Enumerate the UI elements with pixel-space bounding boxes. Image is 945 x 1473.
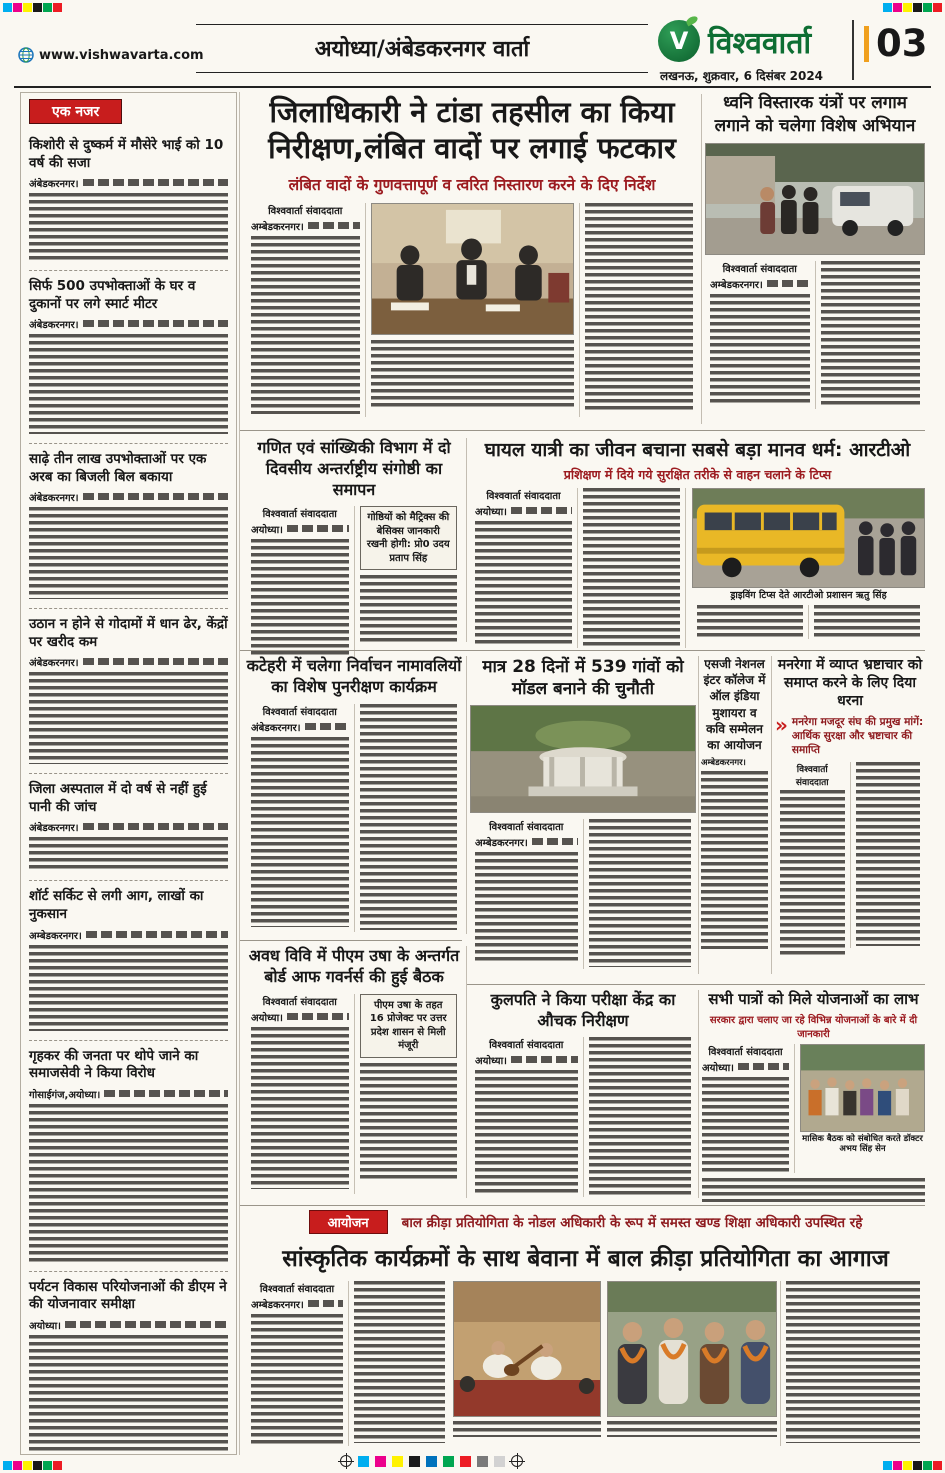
globe-icon [18,47,34,63]
article-headline: कटेहरी में चलेगा निर्वाचन नामावलियों का विशेष पुनरीक्षण कार्यक्रम [246,656,462,696]
kicker: बाल क्रीड़ा प्रतियोगिता के नोडल अधिकारी के रूप में समस्त खण्ड शिक्षा अधिकारी उपस्थित रहे [401,1215,863,1231]
body-text [475,521,572,645]
text-fill [511,1056,578,1063]
pm-usha-article [246,946,462,1194]
text-column [246,203,365,417]
body-text [251,236,360,414]
text-column [577,488,685,648]
paragraph-lead: अम्बेडकरनगर। [710,277,810,291]
paragraph-lead: गोसाईगंज,अयोध्या। [29,1087,228,1101]
body-text [360,575,458,645]
text-column [579,203,699,417]
body-text [251,737,349,927]
text-fill [83,823,228,830]
divider [466,656,467,934]
byline: विश्ववार्ता संवाददाता [262,706,337,718]
photo-illustration [693,489,924,587]
photo-illustration [471,706,695,812]
leaf-icon [685,15,699,27]
photo-caption: मासिक बैठक को संबोधित करते डॉक्टर अभय सिंह सेन [802,1133,923,1155]
body-text [710,294,810,406]
article-headline: अवध विवि में पीएम उषा के अन्तर्गत बोर्ड आफ गवर्नर्स की हुई बैठक [248,946,460,986]
text-column [246,1281,348,1446]
body-text [701,771,768,949]
body-text [29,507,228,599]
text-column [780,1281,925,1446]
body-text [697,605,803,637]
photo-column [365,203,579,417]
exam-inspection-article [470,990,696,1197]
sports-meet-article [246,1210,925,1446]
byline: विश्ववार्ता संवाददाता [268,205,343,217]
cmyk-marks-top-left [3,3,62,12]
body-text [589,1037,692,1195]
body-text [29,837,228,871]
paragraph-lead: अम्बेडकरनगर। [701,758,746,769]
byline: विश्ववार्ता संवाददाता [262,509,337,521]
divider [240,650,925,651]
paragraph-lead: अंबेडकरनगर। [29,490,228,504]
sidebar-item-title: उठान न होने से गोदामों में धान ढेर, केंद्रों पर खरीद कम [29,616,228,650]
lead-subhead: लंबित वादों के गुणवत्तापूर्ण व त्वरित निस्तारण करने के दिए निर्देश [288,175,656,194]
schemes-photo [800,1044,925,1132]
divider [240,1205,925,1206]
photo-column [794,1044,925,1173]
pull-note: पीएम उषा के तहत 16 प्रोजेक्ट पर उत्तर प्रदेश शासन से मिली मंजूरी [360,994,458,1058]
divider [852,20,854,80]
article-headline: एसजी नेशनल इंटर कॉलेज में ऑल इंडिया मुशायरा व कवि सम्मेलन का आयोजन [703,657,766,752]
article-headline: गणित एवं सांख्यिकी विभाग में दो दिवसीय अन्तर्राष्ट्रीय संगोष्ठी का समापन [257,438,451,499]
body-text [585,203,694,411]
text-fill [287,525,349,532]
divider [466,946,467,1198]
sports-garland-photo [607,1281,777,1417]
paragraph-lead: अम्बेडकरनगर। [251,1297,343,1311]
photo-column [685,488,925,648]
byline: विश्ववार्ता संवाददाता [489,822,564,834]
divider [240,430,925,431]
article-headline: सभी पात्रों को मिले योजनाओं का लाभ [708,990,919,1008]
text-fill [308,1300,343,1307]
body-text [29,193,228,261]
paragraph-lead: अयोध्या। [251,522,349,536]
text-column [348,1281,450,1446]
pull-quote: » मनरेगा मजदूर संघ की प्रमुख मांगें: आर्थिक सुरक्षा और भ्रष्टाचार की समाप्ति [775,712,924,756]
masthead-rule [14,86,931,88]
page-number [864,22,928,65]
katehri-article [246,656,462,932]
sidebar-item [29,130,228,271]
text-column [354,506,463,658]
body-text [814,605,920,637]
photo-caption: ड्राइविंग टिप्स देते आरटीओ प्रशासन ऋतु सिंह [730,589,887,601]
page-number-value: 03 [876,22,928,65]
lead-article [246,94,698,417]
text-fill [308,222,360,229]
article-subhead: प्रशिक्षण में दिये गये सुरक्षित तरीके से वाहन चलाने के टिप्स [563,466,832,482]
model-villages-photo [470,705,696,813]
byline: विश्ववार्ता संवाददाता [489,1039,564,1051]
registration-strip [340,1455,523,1467]
pull-note: गोष्ठियों को मैट्रिक्स की बेसिक्स जानकारी रखनी होगी: प्रो0 उदय प्रताप सिंह [360,506,458,570]
section-masthead [196,24,648,73]
mnrega-article [775,656,925,948]
byline: विश्ववार्ता संवाददाता [259,1284,335,1295]
divider [466,984,925,985]
body-text [821,261,921,407]
brand-name: विश्ववार्ता [708,25,812,61]
section-title: अयोध्या/अंबेडकरनगर वार्ता [314,37,530,62]
text-fill [83,320,228,327]
text-fill [104,1090,228,1097]
rto-article [470,438,925,648]
paragraph-lead: अम्बेडकरनगर। [251,219,360,233]
body-text [29,334,228,434]
byline: विश्ववार्ता संवाददाता [262,996,337,1008]
sidebar-item [29,444,228,609]
text-fill [83,179,228,186]
page-number-accent [864,26,869,62]
paragraph-lead: अंबेडकरनगर। [29,820,228,834]
article-body [246,1281,925,1446]
article-subhead: सरकार द्वारा चलाए जा रहे विभिन्न योजनाओं के बारे में दी जानकारी [709,1014,918,1040]
body-text [29,945,228,1031]
divider [698,656,699,974]
article-headline: घायल यात्री का जीवन बचाना सबसे बड़ा मानव धर्म: आरटीओ [484,439,911,461]
byline: विश्ववार्ता संवाददाता [795,765,829,789]
model-villages-article [470,656,696,969]
photo-caption-text [607,1421,777,1437]
body-text [475,1070,578,1194]
text-fill [767,280,810,287]
math-seminar-article [246,438,462,658]
body-text [702,1178,925,1202]
paragraph-lead: अंबेडकरनगर। [29,176,228,190]
text-fill [738,1063,789,1070]
text-column [702,1044,794,1173]
sidebar-item [29,774,228,881]
sidebar-ek-nazar [20,92,237,1455]
body-text [360,1063,458,1179]
body-text [583,488,680,646]
article-headline: ध्वनि विस्तारक यंत्रों पर लगाम लगाने को चलेगा विशेष अभियान [714,93,916,136]
text-fill [511,507,572,514]
sidebar-item [29,881,228,1040]
text-column [583,1037,697,1197]
sidebar-item [29,1041,228,1272]
sidebar-item-title: साढ़े तीन लाख उपभोक्ताओं पर एक अरब का बिजली बिल बकाया [29,451,207,485]
divider [240,940,462,941]
loudspeaker-photo [705,143,925,255]
brand-initial: V [669,27,689,55]
sidebar-item-title: सिर्फ 500 उपभोक्ताओं के घर व दुकानों पर लगे स्मार्ट मीटर [29,278,196,312]
sidebar-item-title: शॉर्ट सर्किट से लगी आग, लाखों का नुकसान [29,888,204,923]
sports-performance-photo [453,1281,601,1417]
text-column [775,762,850,948]
text-column [246,704,354,932]
divider [466,438,467,642]
cmyk-marks-bottom-right [883,1461,942,1470]
text-column [692,605,808,639]
sidebar-item-title: गृहकर की जनता पर थोपे जाने का समाजसेवी ने किया विरोध [29,1047,199,1082]
paragraph-lead: अंबेडकरनगर। [251,720,349,734]
divider [698,990,699,1198]
text-column [246,994,354,1194]
paragraph-lead: अम्बेडकरनगर। [475,835,578,849]
cmyk-marks-bottom-left [3,1461,62,1470]
sidebar-item-title: किशोरी से दुष्कर्म में मौसेरे भाई को 10 वर्ष की सजा [29,137,224,171]
sidebar-item-title: पर्यटन विकास परियोजनाओं की डीएम ने की योजनावार समीक्षा [29,1278,227,1313]
photo-illustration [454,1282,600,1416]
byline: विश्ववार्ता संवाददाता [708,1046,783,1058]
text-column [583,819,697,969]
brand-logo [658,20,811,62]
body-text [856,762,921,946]
text-column [850,762,926,948]
sidebar-item [29,1272,228,1455]
website-url: www.vishwavarta.com [39,47,204,63]
paragraph-lead: अयोध्या। [251,1010,349,1024]
brand-mark-icon [658,20,700,62]
text-column [705,261,815,409]
divider [771,656,772,974]
photo-caption-text [453,1421,601,1437]
article-headline: कुलपति ने किया परीक्षा केंद्र का औचक निरीक्षण [490,990,676,1030]
text-column [354,994,463,1194]
divider [239,92,240,1455]
schemes-article [702,990,925,1202]
body-text [251,1027,349,1189]
text-column [246,506,354,658]
text-column [354,704,463,932]
text-column [815,261,926,409]
lead-headline: जिलाधिकारी ने टांडा तहसील का किया निरीक्षण,लंबित वादों पर लगाई फटकार [268,95,676,166]
photo-illustration [608,1282,776,1416]
body-text [702,1077,789,1173]
body-text [251,539,349,655]
rto-photo [692,488,925,588]
paragraph-lead: अयोध्या। [475,1053,578,1067]
lead-photo [371,203,574,335]
paragraph-lead: अंबेडकरनगर। [29,655,228,669]
body-text [354,1281,445,1443]
edition-date: लखनऊ, शुक्रवार, 6 दिसंबर 2024 [660,69,824,83]
text-column [808,605,925,639]
body-text [780,790,845,956]
paragraph-lead: अम्बेडकरनगर। [29,928,228,942]
text-column [470,488,577,648]
body-text [29,672,228,764]
text-fill [86,931,228,938]
mushaira-article [701,656,768,949]
text-fill [532,838,578,845]
registration-mark-icon [511,1455,523,1467]
byline: विश्ववार्ता संवाददाता [486,490,561,502]
loudspeaker-article [705,92,925,409]
kicker-row [246,1210,925,1234]
article-headline: मात्र 28 दिनों में 539 गांवों को मॉडल बनाने की चुनौती [482,657,684,700]
photo-column [604,1281,780,1446]
body-text [29,1335,228,1455]
divider [701,94,702,424]
body-text [786,1281,920,1443]
sidebar-item [29,271,228,444]
body-text [251,1314,343,1446]
article-headline: मनरेगा में व्याप्त भ्रष्टाचार को समाप्त करने के लिए दिया धरना [777,657,923,710]
text-fill [65,1321,228,1328]
text-fill [83,658,228,665]
paragraph-lead: अयोध्या। [475,504,572,518]
paragraph-lead: अयोध्या। [702,1060,789,1074]
masthead-website [18,47,204,63]
cmyk-marks-top-right [883,3,942,12]
byline: विश्ववार्ता संवाददाता [722,263,797,275]
body-text [475,852,578,964]
sidebar-header: एक नजर [29,99,122,124]
photo-illustration [706,144,924,254]
sidebar-item-title: जिला अस्पताल में दो वर्ष से नहीं हुई पानी की जांच [29,781,207,815]
paragraph-lead: अयोध्या। [29,1318,228,1332]
article-headline: सांस्कृतिक कार्यक्रमों के साथ बेवाना में बाल क्रीड़ा प्रतियोगिता का आगाज [282,1246,889,1272]
body-text [589,819,692,967]
registration-mark-icon [340,1455,352,1467]
section-tag: आयोजन [309,1210,388,1234]
paragraph-lead: अंबेडकरनगर। [29,317,228,331]
text-fill [83,493,228,500]
photo-illustration [801,1045,924,1131]
photo-illustration [372,204,573,334]
photo-column [450,1281,604,1446]
text-column [470,819,583,969]
text-column [470,1037,583,1197]
sidebar-item [29,609,228,774]
body-text [371,340,574,410]
body-text [360,704,458,930]
body-text [29,1104,228,1262]
quote-mark-icon: » [775,712,788,737]
text-fill [287,1013,349,1020]
text-fill [305,723,349,730]
